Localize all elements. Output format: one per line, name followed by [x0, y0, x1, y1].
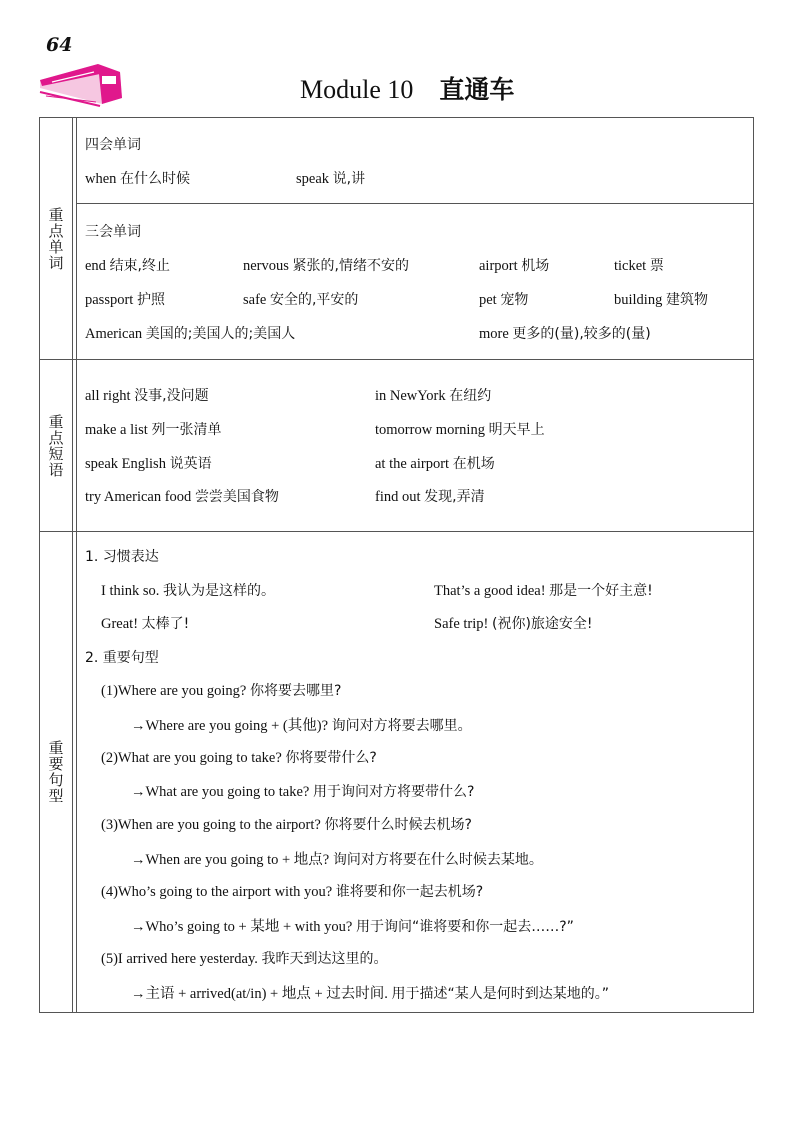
three-skill-words	[77, 203, 753, 359]
pattern-sentence: (5)I arrived here yesterday. 我昨天到达这里的。	[101, 951, 388, 967]
word-item: speak 说,讲	[296, 171, 366, 187]
section-label-sentences: 重要句型	[40, 532, 73, 1012]
pattern-rule: →Who’s going to + 某地 + with you? 用于询问“谁将要和你一起去……?”	[131, 919, 574, 935]
expression-item: That’s a good idea! 那是一个好主意!	[434, 583, 653, 599]
words-section	[40, 118, 753, 359]
word-item: passport 护照	[85, 292, 165, 308]
three-heading: 三会单词	[85, 224, 141, 240]
pattern-rule: →When are you going to + 地点? 询问对方将要在什么时候去某地。	[131, 852, 543, 868]
pattern-rule: →主语 + arrived(at/in) + 地点 + 过去时间. 用于描述“某人是何时到达某地的。”	[131, 986, 610, 1002]
pattern-sentence: (3)When are you going to the airport? 你将要什么时候去机场?	[101, 817, 472, 833]
phrase-item: speak English 说英语	[85, 456, 212, 472]
section-label-phrases: 重点短语	[40, 360, 73, 531]
title-zh: 直通车	[439, 75, 515, 104]
word-item: building 建筑物	[614, 292, 708, 308]
phrase-item: all right 没事,没问题	[85, 388, 209, 404]
four-skill-words	[77, 118, 753, 203]
phrases-section	[40, 359, 753, 531]
pattern-sentence: (4)Who’s going to the airport with you? 谁将要和你一起去机场?	[101, 884, 484, 900]
sentences-section	[40, 531, 753, 1012]
word-item: end 结束,终止	[85, 258, 171, 274]
pattern-sentence: (1)Where are you going? 你将要去哪里?	[101, 683, 342, 699]
word-item: American 美国的;美国人的;美国人	[85, 326, 296, 342]
phrase-item: tomorrow morning 明天早上	[375, 422, 545, 438]
expression-item: I think so. 我认为是这样的。	[101, 583, 276, 599]
pattern-sentence: (2)What are you going to take? 你将要带什么?	[101, 750, 377, 766]
word-item: airport 机场	[479, 258, 550, 274]
section-label-words: 重点单词	[40, 118, 73, 359]
heading-expressions: 1. 习惯表达	[85, 549, 159, 565]
summary-table	[39, 117, 754, 1013]
expression-item: Great! 太棒了!	[101, 616, 190, 632]
pattern-rule: →Where are you going + (其他)? 询问对方将要去哪里。	[131, 718, 472, 734]
word-item: more 更多的(量),较多的(量)	[479, 326, 651, 342]
title-en: Module 10	[300, 75, 414, 104]
expression-item: Safe trip! (祝你)旅途安全!	[434, 616, 593, 632]
phrase-item: at the airport 在机场	[375, 456, 495, 472]
word-item: safe 安全的,平安的	[243, 292, 359, 308]
four-heading: 四会单词	[85, 137, 141, 153]
word-item: when 在什么时候	[85, 171, 191, 187]
pattern-rule: →What are you going to take? 用于询问对方将要带什么?	[131, 784, 475, 800]
phrase-item: make a list 列一张清单	[85, 422, 222, 438]
word-item: pet 宠物	[479, 292, 529, 308]
page-title	[300, 70, 514, 106]
word-item: ticket 票	[614, 258, 664, 274]
phrase-item: find out 发现,弄清	[375, 489, 485, 505]
heading-patterns: 2. 重要句型	[85, 650, 159, 666]
word-item: nervous 紧张的,情绪不安的	[243, 258, 409, 274]
train-icon	[38, 58, 128, 108]
phrase-item: in NewYork 在纽约	[375, 388, 492, 404]
page-number: 64	[46, 34, 73, 56]
phrase-item: try American food 尝尝美国食物	[85, 489, 279, 505]
